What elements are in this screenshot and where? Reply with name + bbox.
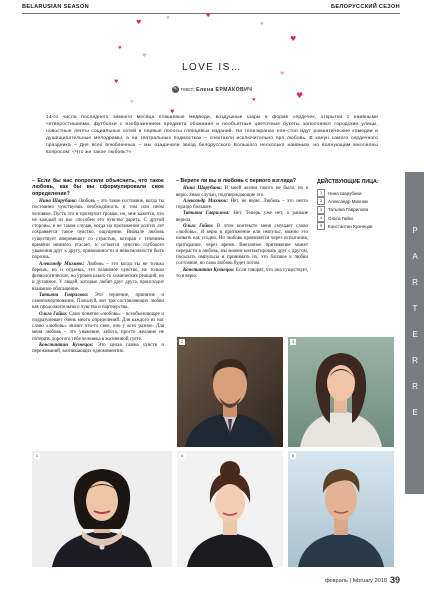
page-header (22, 0, 400, 14)
sidebar-letter: R (412, 278, 418, 287)
header-left: BELARUSIAN SEASON (22, 4, 89, 10)
cast-name: Нина Шарубина (328, 190, 362, 196)
answer (176, 199, 308, 212)
question-1: – Если бы вас попросили объяснить, что такое любовь, как бы вы сформулировали свое определение? (32, 178, 164, 197)
heart-icon: ♥ (166, 15, 170, 20)
answer-text: В этом контексте меня смущает слово «любовь». Я верю в притяжение или импульс, можно это назвать как угодно. Но любовь проявляется через испытания, притирание, через время. Внезапное притяжение может перерасти в любовь, мы можем контактировать друг с другом, посылать импульсы и принимать их, это близкое к любви состояние, но сама любовь будет потом. (176, 223, 308, 267)
answer-text: Если говорят, что она существует, то я верю. (176, 267, 308, 279)
cast-item (317, 189, 383, 197)
answer (32, 293, 164, 312)
answer (32, 343, 164, 356)
answer-text: Нет. Теперь уже нет, а раньше верила. (176, 211, 309, 223)
photo-badge: 1 (35, 453, 39, 458)
portrait-man-suit-image (177, 337, 283, 447)
page-footer (325, 575, 400, 585)
sidebar-letter: E (412, 408, 418, 417)
cast-number: 4 (317, 214, 325, 222)
sidebar-letter: R (412, 382, 418, 391)
photo-badge: 5 (291, 453, 295, 458)
answer-text: Это целая гамма чувств и переживаний, возникающих одномоментно. (32, 342, 164, 355)
heart-icon: ♥ (136, 19, 142, 26)
footer-month: февраль | february 2018 (324, 578, 387, 584)
cast-number: 2 (317, 197, 325, 205)
speaker: Константин Кузнецов: (39, 342, 94, 348)
cast-number: 3 (317, 206, 325, 214)
cast-name: Ольга Гайко (328, 215, 354, 221)
heart-icon: ♥ (142, 53, 147, 59)
speaker: Нина Шарубина: (183, 186, 223, 192)
answer-text: Любовь – это когда ты не только берешь, но и отдаешь, это взаимное чувство, не только физиологическое, но уровня каких-то химических реакций, но и духовное. У людей, которые любят друг друга, происходит взаимное обогащение. (32, 261, 164, 292)
answer-text: Нет, не верю. Любовь – это нечто гораздо большее. (176, 198, 308, 211)
header-right: БЕЛОРУССКИЙ СЕЗОН (331, 4, 400, 10)
sidebar-letter: E (412, 330, 418, 339)
section-sidebar (405, 172, 424, 494)
speaker: Татьяна Гаврилова: (39, 292, 89, 298)
heart-icon: ♥ (296, 91, 304, 100)
article-title: LOVE IS… (181, 62, 243, 73)
speaker: Александр Михнюк: (183, 198, 229, 204)
byline-prefix: текст: (180, 86, 195, 93)
speaker: Нина Шарубина: (39, 199, 78, 205)
cast-number: 1 (317, 189, 325, 197)
portrait-woman-necklace-image (32, 451, 172, 567)
answer (176, 224, 308, 268)
cast-name: Константин Кузнецов (328, 223, 373, 229)
sidebar-section-name (409, 218, 421, 426)
page-number: 39 (389, 575, 400, 585)
answer (176, 186, 308, 199)
portrait-photo (288, 451, 394, 567)
answer-text: В моей жизни такого не было, но я верю. Знаю случаи, подтверждающие это. (176, 186, 309, 198)
speaker: Александр Михнюк: (39, 261, 85, 267)
answer-text: Само понятие «любовь» – всеобъемлющее и подразумевает очень много определений. Для каждого из нас слово «любовь» значит что-то свое, оно у всех разное. Для меня любовь – это уважение, забота, просто желание не потерять дорогого тебе человека в жизненной суете. (32, 311, 164, 342)
speaker: Константин Кузнецов: (183, 267, 235, 273)
cast-name: Александр Михнюк (328, 198, 369, 204)
byline-author: Елена ЕРМАКОВИЧ (196, 86, 253, 93)
speaker: Татьяна Гаврилова: (183, 211, 230, 217)
question-2: – Верите ли вы в любовь с первого взгляда? (176, 178, 297, 184)
portrait-photo (32, 451, 172, 567)
byline (0, 86, 424, 93)
speaker: Ольга Гайко: (183, 223, 214, 229)
heart-icon: ♥ (290, 35, 297, 43)
cast-item (317, 197, 383, 205)
photo-badge: 4 (180, 453, 184, 458)
heart-icon: ♥ (114, 79, 119, 85)
answer (32, 199, 164, 262)
answer (176, 211, 308, 224)
cast-title: ДЕЙСТВУЮЩИЕ ЛИЦА: (317, 179, 379, 185)
cast-name: Татьяна Гаврилова (328, 207, 369, 213)
sidebar-letter: A (412, 252, 418, 261)
column-1 (32, 178, 164, 355)
answer (176, 268, 308, 281)
portrait-photo (177, 451, 283, 567)
photo-badge: 2 (180, 339, 184, 344)
cast-list (317, 179, 383, 230)
column-2 (176, 178, 308, 280)
speaker: Ольга Гайко: (39, 311, 68, 317)
heart-icon: ♥ (252, 97, 256, 102)
photo-badge: 3 (291, 339, 295, 344)
answer (32, 312, 164, 343)
heart-icon: ♥ (206, 13, 211, 19)
lead-paragraph: 14-го числа последнего зимнего месяца плюшевые медведи, воздушные шары в форме сердечек, открытки с наивными четверостишиями, футболки с изображением предмета обожания и необъятные цветочные букеты заполоняют городские улицы, новостные ленты социальных сетей и первые полосы глянцевых изданий. На телеэкранах нон-стоп идут романтические комедии и душещипательные мелодрамы, а на театральных подмостках – спектакли исключительно про любовь. В канун самого сердечного праздника – Дня всех влюбленных – мы озадачили звезд белорусского Большого несколько наивным, но волнующим миллионы вопросом: «Что же такое любовь?» (46, 115, 378, 156)
sidebar-letter: P (412, 226, 418, 235)
heart-icon: ♥ (118, 45, 122, 50)
heart-icon: ♥ (280, 71, 285, 77)
heart-icon: ♥ (130, 99, 134, 104)
portrait-photo (288, 337, 394, 447)
sidebar-letter: R (412, 356, 418, 365)
pen-icon: ✎ (173, 86, 178, 92)
portrait-man-image (288, 451, 394, 567)
heart-icon: ♥ (260, 21, 264, 26)
cast-item (317, 206, 383, 214)
cast-item (317, 214, 383, 222)
heart-icon: ♥ (170, 109, 175, 115)
portrait-photo (177, 337, 283, 447)
cast-number: 5 (317, 222, 325, 230)
answer-text: Любовь – это такое состояние, когда ты постоянно чувствуешь необходимость в том или ином человеке. Пусть это и прозвучит громко, но, мне кажется, что не каждый из нас способен это чувство дарить. С другой стороны, в не таком случае, когда на протяжении долгих лет сохраняется такое чувство, ощущение. Вначале любовь существует вперемешку со страстью, которая с течением времени немного угасает, и остается чувство глубокого уважения друг к другу, привязанности и невозможности быть порознь. (32, 199, 164, 261)
answer (32, 262, 164, 293)
sidebar-letter: T (412, 304, 418, 313)
cast-item (317, 222, 383, 230)
portrait-woman-bun-image (177, 451, 283, 567)
answer-text: Это терпение, принятие и самопожертвование. Пожалуй, вот три составляющих любви как продолжительного чувства и партнерства. (32, 292, 165, 311)
portrait-woman-image (288, 337, 394, 447)
